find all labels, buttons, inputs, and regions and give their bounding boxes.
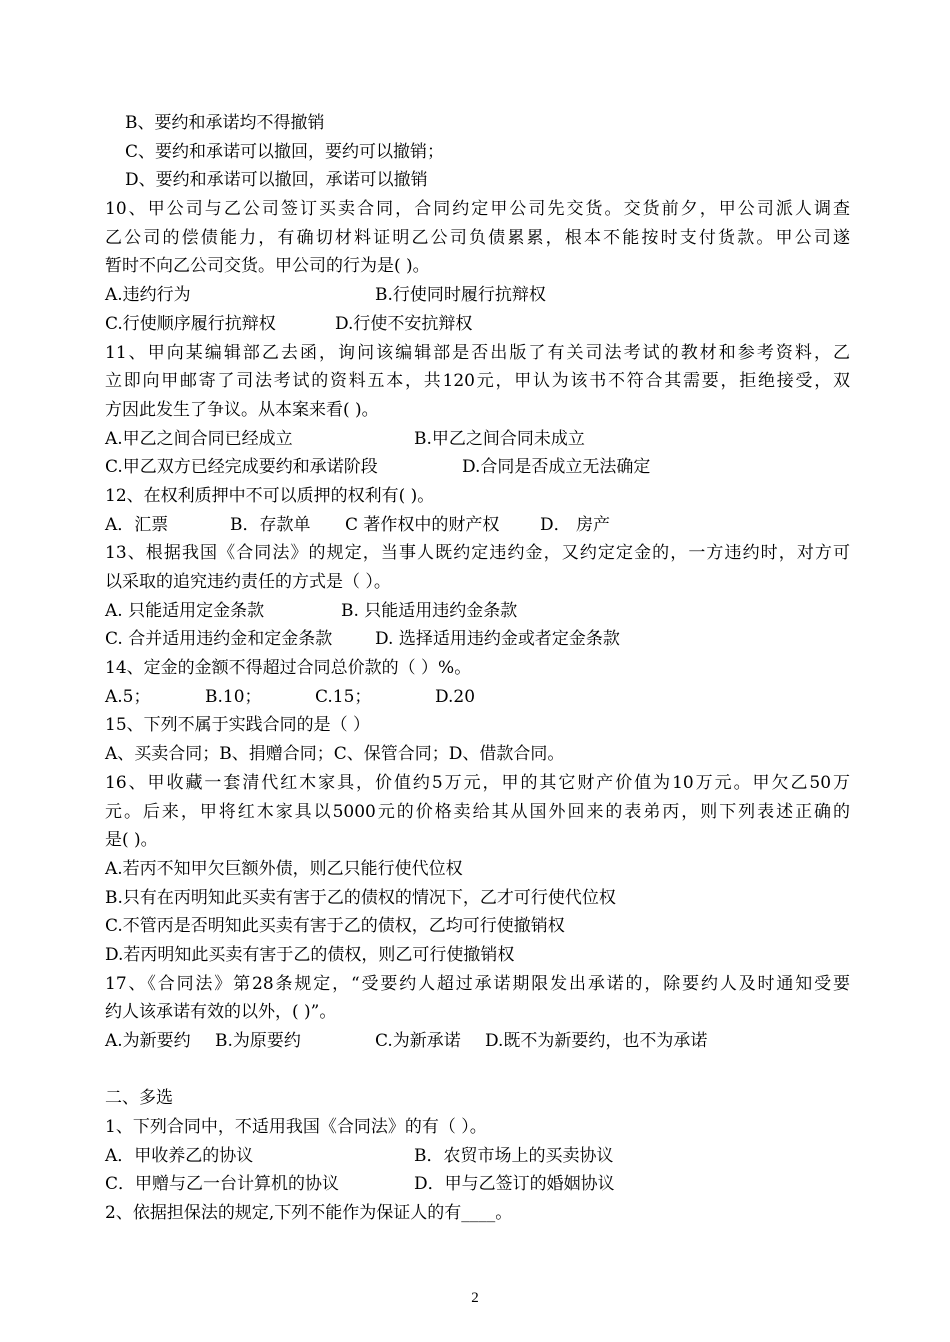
q9-option-d: D、要约和承诺可以撤回，承诺可以撤销 xyxy=(125,170,428,191)
m1-options-row-2 xyxy=(105,1170,850,1199)
q13-options-row-2 xyxy=(105,625,850,654)
m1-option-b: B．农贸市场上的买卖协议 xyxy=(414,1145,614,1166)
q11-text-line-2: 立即向甲邮寄了司法考试的资料五本，共120元，甲认为该书不符合其需要，拒绝接受，双 xyxy=(105,371,850,392)
q10-option-c: C.行使顺序履行抗辩权 xyxy=(105,313,276,334)
q13-options-row-1 xyxy=(105,597,850,626)
q16-text-line-3: 是( )。 xyxy=(105,830,158,851)
q12-option-a: A．汇票 xyxy=(105,514,169,535)
q13-option-b: B. 只能适用违约金条款 xyxy=(341,600,518,621)
q10-option-a: A.违约行为 xyxy=(105,285,191,306)
q13-option-d: D. 选择适用违约金或者定金条款 xyxy=(375,629,620,650)
q17-option-b: B.为原要约 xyxy=(215,1031,301,1051)
q13-text-line-2: 以采取的追究违约责任的方式是（ ）。 xyxy=(105,572,391,592)
q11-option-a: A.甲乙之间合同已经成立 xyxy=(105,428,293,449)
q16-option-c: C.不管丙是否明知此买卖有害于乙的债权，乙均可行使撤销权 xyxy=(105,916,565,937)
q14-options-row xyxy=(105,683,850,712)
q10-text-line-2: 乙公司的偿债能力，有确切材料证明乙公司负债累累，根本不能按时支付货款。甲公司遂 xyxy=(105,227,850,248)
q11-options-row-2 xyxy=(105,453,850,482)
q14-option-a: A.5； xyxy=(105,686,151,707)
blank-line xyxy=(105,1056,850,1085)
q11-options-row-1 xyxy=(105,425,850,454)
q10-text-line-1: 10、甲公司与乙公司签订买卖合同，合同约定甲公司先交货。交货前夕，甲公司派人调查 xyxy=(105,199,850,220)
q13-option-a: A. 只能适用定金条款 xyxy=(105,600,265,621)
q10-text-line-3: 暂时不向乙公司交货。甲公司的行为是( )。 xyxy=(105,256,430,277)
q12-options-row xyxy=(105,511,850,540)
document-body xyxy=(105,109,850,1228)
q10-option-b: B.行使同时履行抗辩权 xyxy=(375,285,546,306)
q16-option-a: A.若丙不知甲欠巨额外债，则乙只能行使代位权 xyxy=(105,858,463,879)
q12-option-c: C 著作权中的财产权 xyxy=(345,514,500,535)
m1-option-a: A．甲收养乙的协议 xyxy=(105,1145,254,1166)
q17-option-c: C.为新承诺 xyxy=(375,1031,461,1051)
m1-text: 1、下列合同中，不适用我国《合同法》的有（ ）。 xyxy=(105,1117,487,1138)
q17-text-line-1: 17、《合同法》第28条规定，“受要约人超过承诺期限发出承诺的，除要约人及时通知受要 xyxy=(105,973,850,994)
q16-option-b: B.只有在丙明知此买卖有害于乙的债权的情况下，乙才可行使代位权 xyxy=(105,887,616,908)
q16-text-line-2: 元。后来，甲将红木家具以5000元的价格卖给其从国外回来的表弟丙，则下列表述正确的 xyxy=(105,801,850,822)
q16-option-d: D.若丙明知此买卖有害于乙的债权，则乙可行使撤销权 xyxy=(105,944,515,965)
m1-option-d: D．甲与乙签订的婚姻协议 xyxy=(414,1174,615,1195)
q10-options-row-1 xyxy=(105,281,850,310)
q10-option-d: D.行使不安抗辩权 xyxy=(335,313,473,334)
q15-text: 15、下列不属于实践合同的是（ ） xyxy=(105,715,371,736)
q12-option-d: D． 房产 xyxy=(540,514,611,535)
m1-option-c: C．甲赠与乙一台计算机的协议 xyxy=(105,1174,340,1195)
q15-options: A、买卖合同；B、捐赠合同；C、保管合同；D、借款合同。 xyxy=(105,744,565,765)
q14-text: 14、定金的金额不得超过合同总价款的（ ）%。 xyxy=(105,658,472,679)
q12-text: 12、在权利质押中不可以质押的权利有( )。 xyxy=(105,485,435,506)
m2-text: 2、依据担保法的规定,下列不能作为保证人的有____。 xyxy=(105,1203,513,1224)
q10-options-row-2 xyxy=(105,310,850,339)
q11-option-b: B.甲乙之间合同未成立 xyxy=(414,428,585,449)
q17-option-a: A.为新要约 xyxy=(105,1031,191,1051)
q17-text-line-2: 约人该承诺有效的以外，( )”。 xyxy=(105,1002,337,1023)
q17-option-d: D.既不为新要约，也不为承诺 xyxy=(485,1031,708,1051)
q11-text-line-3: 方因此发生了争议。从本案来看( )。 xyxy=(105,399,379,420)
q11-option-d: D.合同是否成立无法确定 xyxy=(462,457,651,478)
m1-options-row-1 xyxy=(105,1142,850,1171)
q11-text-line-1: 11、甲向某编辑部乙去函，询问该编辑部是否出版了有关司法考试的教材和参考资料，乙 xyxy=(105,342,850,363)
page-number: 2 xyxy=(471,1290,479,1306)
q12-option-b: B．存款单 xyxy=(230,514,311,535)
q9-option-c: C、要约和承诺可以撤回，要约可以撤销； xyxy=(125,141,445,162)
section-heading-multiple-choice: 二、多选 xyxy=(105,1088,173,1109)
q14-option-c: C.15； xyxy=(315,686,372,707)
q9-option-b: B、要约和承诺均不得撤销 xyxy=(125,113,325,133)
q14-option-b: B.10； xyxy=(205,686,262,707)
q14-option-d: D.20 xyxy=(435,686,476,707)
q16-text-line-1: 16、甲收藏一套清代红木家具，价值约5万元，甲的其它财产价值为10万元。甲欠乙50万 xyxy=(105,772,850,793)
q13-option-c: C. 合并适用违约金和定金条款 xyxy=(105,629,333,650)
q17-options-row xyxy=(105,1027,850,1056)
q11-option-c: C.甲乙双方已经完成要约和承诺阶段 xyxy=(105,457,378,478)
q13-text-line-1: 13、根据我国《合同法》的规定，当事人既约定违约金，又约定定金的，一方违约时，对方可 xyxy=(105,543,850,564)
